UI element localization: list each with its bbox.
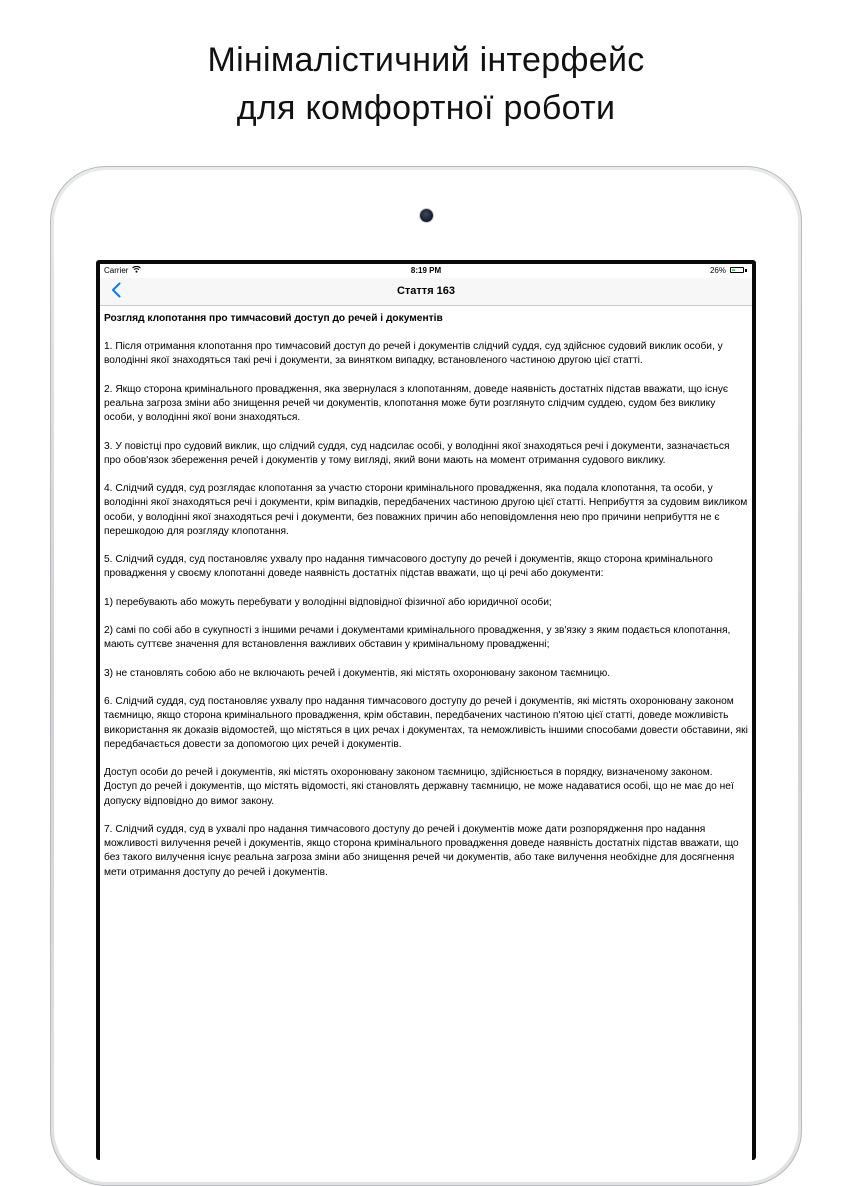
article-paragraph: 2) самі по собі або в сукупності з іншими речами і документами кримінального провадження, у зв'язку з яким подається клопотання, мають суттєве значення для встановлення важливих обставин у кримінальному провадженні; (104, 625, 731, 651)
app-screen (100, 264, 752, 1164)
carrier-label: Carrier (104, 266, 129, 275)
article-paragraph: 6. Слідчий суддя, суд постановляє ухвалу про надання тимчасового доступу до речей і документів, які містять охоронювану законом таємницю, якщо сторона кримінального провадження, крім обставин, передбачених частиною п'ятою цієї статті, доведе можливість використання як доказів відомостей, що містяться в цих речах і документах, та неможливість іншими способами довести обставини, які передбачається довести за допомогою цих речей і документів. (104, 696, 748, 750)
article-paragraph: 3) не становлять собою або не включають речей і документів, які містять охоронювану законом таємницю. (104, 667, 611, 679)
promo-headline (0, 36, 852, 132)
article-paragraph: 7. Слідчий суддя, суд в ухвалі про надання тимчасового доступу до речей і документів може дати розпорядження про надання можливості вилучення речей і документів, якщо сторона кримінального провадження доведе наявність достатніх підстав вважати, що без такого вилучення існує реальна загроза зміни або знищення речей чи документів, або таке вилучення необхідне для досягнення мети отримання доступу до речей і документів. (104, 823, 739, 878)
camera-icon (420, 209, 433, 222)
article-content (104, 312, 748, 894)
nav-title: Стаття 163 (396, 285, 456, 297)
promo-headline-line2: для комфортної роботи (236, 89, 616, 127)
article-paragraphs (104, 340, 748, 880)
battery-nub (745, 269, 747, 272)
article-paragraph: 4. Слідчий суддя, суд розглядає клопотання за участю сторони кримінального провадження, яка подала клопотання, та особи, у володінні якої знаходяться речі і документи, крім випадків, передбачених частиною другою цієї статті. Неприбуття за судовим викликом особи, у володінні якої знаходяться речі і документи, без поважних причин або неповідомлення нею про причини неприбуття не є перешкодою для розгляду клопотання. (104, 483, 748, 537)
navigation-bar (100, 278, 752, 306)
battery-level-fill (732, 269, 735, 271)
battery-icon (730, 267, 744, 273)
status-bar (100, 264, 752, 278)
battery-percent: 26% (709, 266, 726, 275)
article-paragraph: Доступ особи до речей і документів, які містять охоронювану законом таємницю, здійснюється в порядку, визначеному законом. Доступ до речей і документів, що містять відомості, які становлять державну таємницю, не може надаватися особі, що не має до неї допуску відповідно до вимог закону. (104, 767, 734, 807)
article-paragraph: 3. У повістці про судовий виклик, що слідчий суддя, суд надсилає особі, у володінні якої знаходяться речі і документи, зазначається про обов'язок збереження речей і документів у тому вигляді, який вони мають на момент отримання судового виклику. (104, 440, 730, 466)
clock-label: 8:19 PM (410, 266, 442, 275)
article-paragraph: 1. Після отримання клопотання про тимчасовий доступ до речей і документів слідчий суддя, суд здійснює судовий виклик особи, у володінні якої знаходяться такі речі і документи, за винятком випадку, встановленого частиною другою цієї статті. (104, 341, 723, 367)
article-paragraph: 5. Слідчий суддя, суд постановляє ухвалу про надання тимчасового доступу до речей і документів, якщо сторона кримінального провадження у своєму клопотанні доведе наявність достатніх підстав вважати, що ці речі або документи: (104, 554, 713, 580)
promo-headline-line1: Мінімалістичний інтерфейс (207, 41, 645, 79)
article-paragraph: 1) перебувають або можуть перебувати у володінні відповідної фізичної або юридичної особи; (104, 596, 552, 608)
article-heading: Розгляд клопотання про тимчасовий доступ до речей і документів (104, 313, 443, 324)
article-paragraph: 2. Якщо сторона кримінального провадження, яка звернулася з клопотанням, доведе наявність достатніх підстав вважати, що існує реальна загроза зміни або знищення речей чи документів, клопотання може бути розглянуто слідчим суддею, судом без виклику особи, у володінні якої вони знаходяться. (104, 383, 729, 424)
